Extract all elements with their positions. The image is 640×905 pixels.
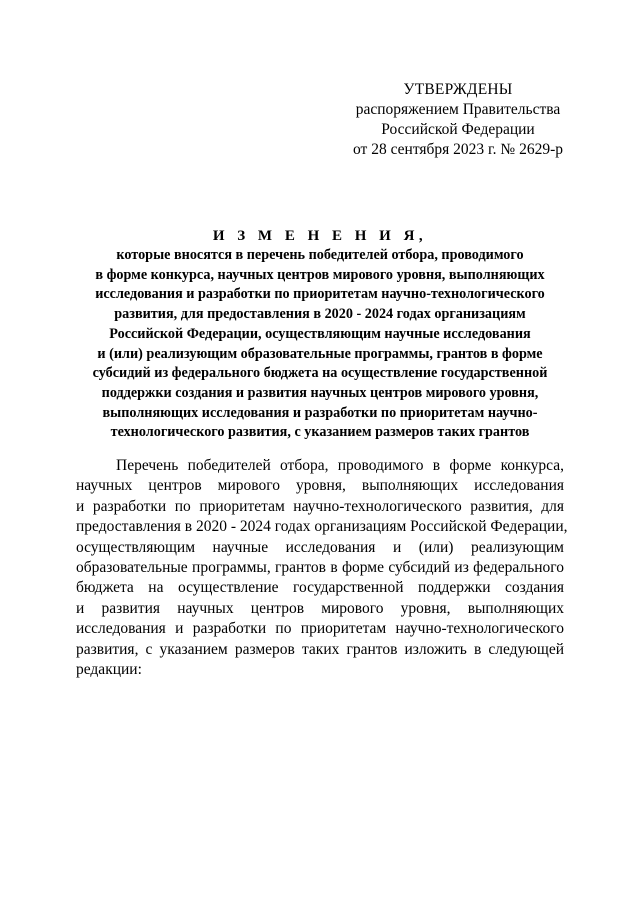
approval-line-1: распоряжением Правительства [355,101,561,118]
title-line: Российской Федерации, осуществляющим научные исследования [109,325,531,342]
body-line: исследования и разработки по приоритетам научно-технологического [76,620,564,638]
body-line: и развития научных центров мирового уровня, выполняющих [76,599,564,617]
body-line: бюджета на осуществление государственной поддержки создания [76,579,564,597]
body-line: предоставления в 2020 - 2024 годах организациям Российской Федерации, [76,518,568,536]
body-line: Перечень победителей отбора, проводимого в форме конкурса, [116,457,564,474]
title-line: поддержки создания и развития научных центров мирового уровня, [101,384,539,401]
title-heading: И З М Е Н Е Н И Я, [212,228,428,244]
body-line: научных центров мирового уровня, выполняющих исследования [76,477,564,495]
title-line: развития, для предоставления в 2020 - 2024 годах организациям [114,306,526,323]
title-line: технологического развития, с указанием размеров таких грантов [110,424,530,441]
title-line: выполняющих исследования и разработки по приоритетам научно- [102,404,538,421]
body-line: образовательные программы, грантов в форме субсидий из федерального [76,558,564,576]
title-line: субсидий из федерального бюджета на осуществление государственной [92,365,548,382]
title-line: которые вносятся в перечень победителей отбора, проводимого [116,247,524,263]
body-line: редакции: [76,660,142,678]
body-paragraph [76,456,568,680]
body-line: развития, с указанием размеров таких грантов изложить в следующей [76,640,564,658]
approval-heading: УТВЕРЖДЕНЫ [403,81,513,98]
title-line: в форме конкурса, научных центров мирового уровня, выполняющих [95,266,545,283]
body-line: осуществляющим научные исследования и (или) реализующим [76,538,564,556]
approval-line-2: Российской Федерации [381,121,535,138]
document-title [60,226,580,443]
title-line: исследования и разработки по приоритетам научно-технологического [95,286,545,303]
approval-line-3: от 28 сентября 2023 г. № 2629-р [353,141,563,158]
title-line: и (или) реализующим образовательные программы, грантов в форме [97,345,543,362]
approval-stamp [340,80,576,160]
body-line: и разработки по приоритетам научно-технологического развития, для [76,497,564,515]
